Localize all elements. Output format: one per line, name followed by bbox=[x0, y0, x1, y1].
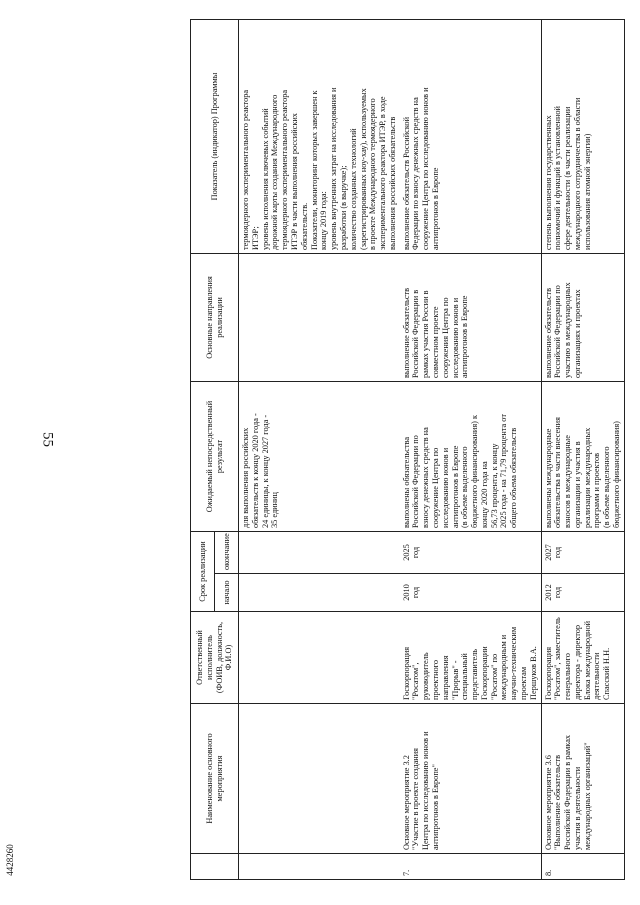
header-name: Наименование основного мероприятия bbox=[191, 704, 239, 854]
page-number: 55 bbox=[39, 432, 56, 447]
row-name: Основное мероприятие 3.6 "Выполнение обязательств Российской Федерации в рамках участия в деятельности международных организаций" bbox=[541, 704, 624, 854]
header-start: начало bbox=[215, 574, 239, 612]
header-indicator: Показатель (индикатор) Программы bbox=[191, 20, 239, 254]
row-directions: выполнение обязательств Российской Федерации в рамках участия России в совместном проекте сооружения Центра по исследованию ионов и антипротонов в Европе bbox=[400, 254, 541, 382]
row-num: 7. bbox=[400, 854, 541, 880]
continuation-result: для выполнения российских обязательств к концу 2020 года - 24 единицы, к концу 2027 года - 35 единиц bbox=[239, 382, 400, 532]
row-num: 8. bbox=[541, 854, 624, 880]
program-measures-table-wrapper bbox=[190, 20, 640, 880]
row-directions: выполнение обязательств Российской Федерации по участию в международных организациях и проектах bbox=[541, 254, 624, 382]
header-period: Срок реализации bbox=[191, 532, 215, 612]
row-name: Основное мероприятие 3.2 "Участие в проекте создания Центра по исследованию ионов и антипротонов в Европе" bbox=[400, 704, 541, 854]
row-end: 2027 год bbox=[541, 532, 624, 574]
header-num bbox=[191, 854, 239, 880]
row-start: 2012 год bbox=[541, 574, 624, 612]
row-start: 2010 год bbox=[400, 574, 541, 612]
document-id: 4428260 bbox=[5, 844, 15, 876]
header-row bbox=[191, 20, 215, 880]
table-row bbox=[400, 20, 541, 880]
row-executor: Госкорпорация "Росатом", заместитель генерального директора - директор Блока международной деятельности Спасский Н.Н. bbox=[541, 612, 624, 704]
table-row bbox=[541, 20, 624, 880]
row-indicator: выполнение обязательств Российской Федерации по взносу денежных средств на сооружение Центра по исследованию ионов и антипротонов в Европе bbox=[400, 20, 541, 254]
row-result: выполнены международные обязательства в части внесения взносов в международные организации и участия в реализации международных программ и проектов (в объеме выделенного бюджетного финансирования) bbox=[541, 382, 624, 532]
header-result: Ожидаемый непосредственный результат bbox=[191, 382, 239, 532]
continuation-row bbox=[239, 20, 400, 880]
row-result: выполнены обязательства Российской Федерации по взносу денежных средств на сооружение Центра по исследованию ионов и антипротонов в Европе (в объеме выделенного бюджетного финансирования) к концу 2020 года на 56,73 процента, к концу 2025 года - на 71,79 процента от общего объема обязательств bbox=[400, 382, 541, 532]
header-executor: Ответственный исполнитель (ФОИВ, должность, Ф.И.О) bbox=[191, 612, 239, 704]
row-indicator: степень выполнения государственных полномочий и функций в установленной сфере деятельности (в части реализации международного сотрудничества в области использования атомной энергии) bbox=[541, 20, 624, 254]
program-measures-table bbox=[190, 19, 625, 880]
header-end: окончание bbox=[215, 532, 239, 574]
header-directions: Основные направления реализации bbox=[191, 254, 239, 382]
row-end: 2025 год bbox=[400, 532, 541, 574]
continuation-indicator: термоядерного экспериментального реактора ИТЭР; уровень исполнения ключевых событий дорожной карты создания Международного термоядерного экспериментального реактора ИТЭР в части выполнения российских обязательств. Показатели, мониторинг которых завершен к концу 2019 года: уровень внутренних затрат на исследования и разработки (в выручке); количество созданных технологий (зарегистрированных ноу-хау), используемых в проекте Международного термоядерного экспериментального реактора ИТЭР, в ходе выполнения российских обязательств bbox=[239, 20, 400, 254]
row-executor: Госкорпорация "Росатом", руководитель проектного направления "Прорыв" - специальный представитель Госкорпорации "Росатом" по международным и научно-техническим проектам Першуков В.А. bbox=[400, 612, 541, 704]
